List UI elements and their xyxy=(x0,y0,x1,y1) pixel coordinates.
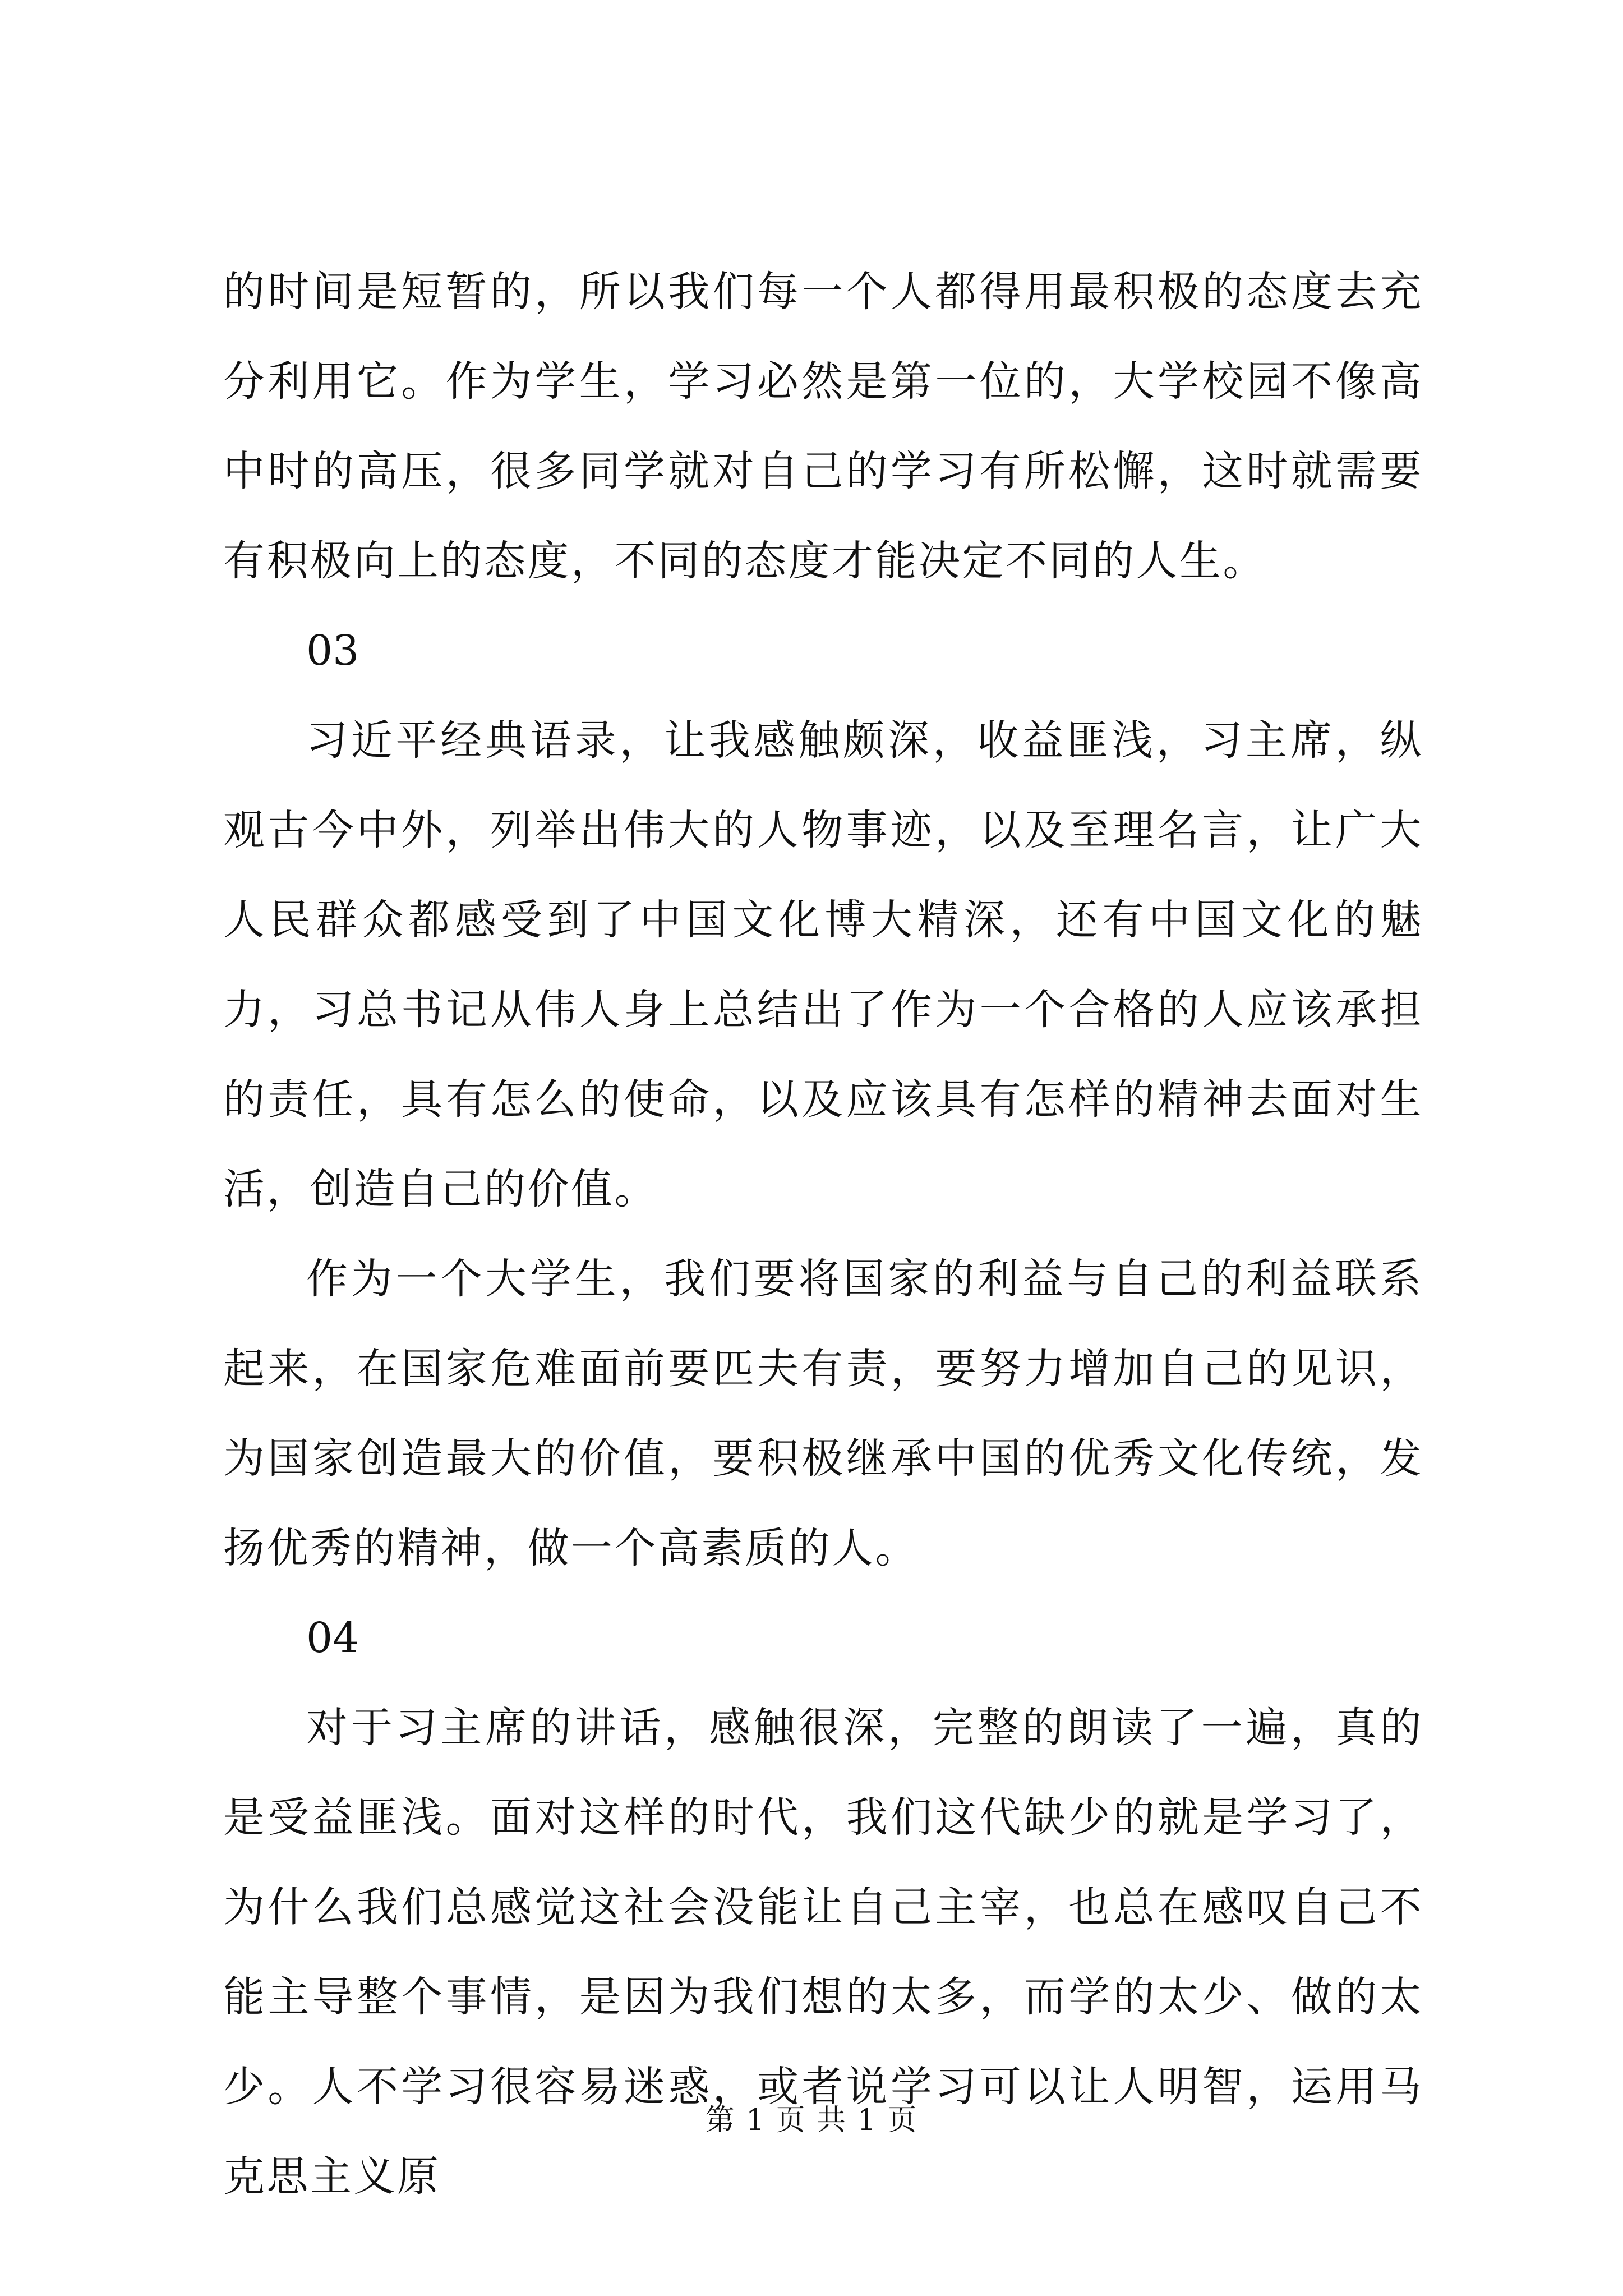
page-footer: 第 1 页 共 1 页 xyxy=(705,2104,918,2137)
paragraph: 对于习主席的讲话，感触很深，完整的朗读了一遍，真的是受益匪浅。面对这样的时代，我们这代缺少的就是学习了，为什么我们总感觉这社会没能让自己主宰，也总在感叹自己不能主导整个事情，是因为我们想的太多，而学的太少、做的太少。人不学习很容易迷惑，或者说学习可以让人明智，运用马克思主义原 xyxy=(223,1704,1423,2201)
paragraph: 作为一个大学生，我们要将国家的利益与自己的利益联系起来，在国家危难面前要匹夫有责，要努力增加自己的见识，为国家创造最大的价值，要积极继承中国的优秀文化传统，发扬优秀的精神，做一个高素质的人。 xyxy=(223,1255,1423,1572)
section-marker-03: 03 xyxy=(306,627,359,675)
document-body xyxy=(223,247,1423,2221)
paragraph-continuation: 的时间是短暂的，所以我们每一个人都得用最积极的态度去充分利用它。作为学生，学习必然是第一位的，大学校园不像高中时的高压，很多同学就对自己的学习有所松懈，这时就需要有积极向上的态度，不同的态度才能决定不同的人生。 xyxy=(223,268,1423,585)
section-marker-04: 04 xyxy=(306,1614,359,1662)
paragraph: 习近平经典语录，让我感触颇深，收益匪浅，习主席，纵观古今中外，列举出伟大的人物事迹，以及至理名言，让广大人民群众都感受到了中国文化博大精深，还有中国文化的魅力，习总书记从伟人身上总结出了作为一个合格的人应该承担的责任，具有怎么的使命，以及应该具有怎样的精神去面对生活，创造自己的价值。 xyxy=(223,716,1423,1213)
